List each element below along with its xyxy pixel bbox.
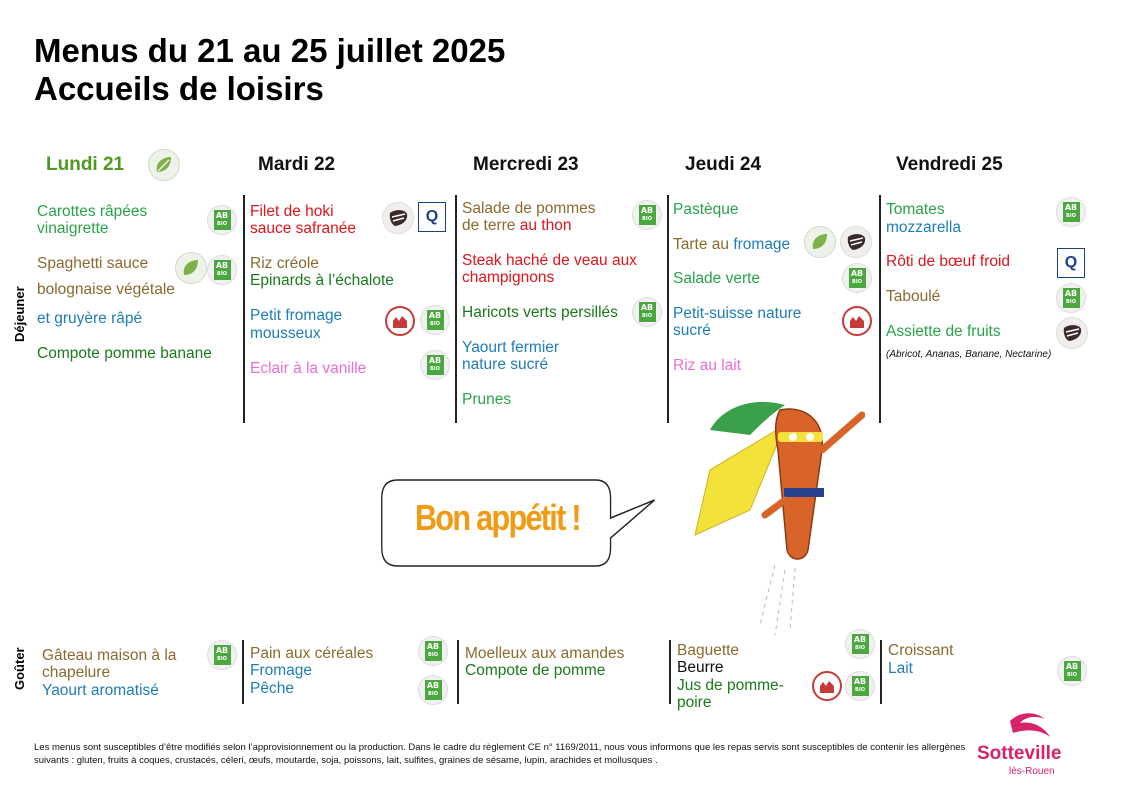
- menu-item: Fromage: [250, 662, 313, 679]
- menu-item: de terre au thon: [462, 217, 572, 234]
- logo-subtitle: lès-Rouen: [1009, 766, 1055, 777]
- menu-item: Steak haché de veau aux: [462, 252, 637, 269]
- day-wednesday: Mercredi 23: [473, 154, 579, 175]
- menu-item: Eclair à la vanille: [250, 360, 367, 377]
- menu-item: Salade de pommes: [462, 200, 596, 217]
- menu-item: Tarte au fromage: [673, 236, 791, 253]
- menu-item: Rôti de bœuf froid: [886, 253, 1011, 270]
- organic-label-icon: AB BIO: [1056, 197, 1086, 227]
- menu-item: Haricots verts persillés: [462, 304, 618, 321]
- organic-label-icon: AB BIO: [207, 640, 237, 670]
- menu-item: Compote pomme banane: [37, 345, 212, 362]
- menu-item: champignons: [462, 269, 555, 286]
- menu-item: Yaourt fermier: [462, 339, 560, 356]
- menu-item: Pêche: [250, 680, 294, 697]
- bon-appetit-text: Bon appétit !: [415, 497, 580, 538]
- menu-item: chapelure: [42, 664, 111, 681]
- organic-label-icon: AB BIO: [845, 629, 875, 659]
- menu-item: Croissant: [888, 642, 954, 659]
- title-line-1: Menus du 21 au 25 juillet 2025: [34, 32, 506, 69]
- superhero-carrot-mascot-icon: [690, 390, 865, 640]
- organic-label-icon: AB BIO: [207, 255, 237, 285]
- day-monday: Lundi 21: [46, 154, 125, 175]
- allergen-disclaimer: Les menus sont susceptibles d’être modifiés selon l’approvisionnement ou la production. Dans le cadre du règlement CE n° 1169/2011, nous vous informons que les repas servis sont susceptibles de contenir les allergènes suivants : gluten, fruits à coques, crustacés, céleri, œufs, moutarde, soja, poissons, lait, sulfites, graines de sésame, lupin, arachides et mollusques .: [34, 742, 966, 766]
- menu-item: sauce safranée: [250, 220, 356, 237]
- day-tuesday: Mardi 22: [258, 154, 336, 175]
- organic-label-icon: AB BIO: [418, 675, 448, 705]
- divider: [457, 640, 459, 704]
- menu-item: Salade verte: [673, 270, 761, 287]
- vegetarian-leaf-icon: [148, 149, 180, 181]
- divider: [669, 640, 671, 704]
- menu-item: Prunes: [462, 391, 512, 408]
- logo-name: Sotteville: [977, 743, 1062, 764]
- menu-item: vinaigrette: [37, 220, 109, 237]
- menu-item: Epinards à l’échalote: [250, 272, 394, 289]
- fruit-list-note: (Abricot, Ananas, Banane, Nectarine): [886, 349, 1052, 360]
- organic-label-icon: AB BIO: [1057, 656, 1087, 686]
- organic-label-icon: AB BIO: [207, 205, 237, 235]
- menu-item: sucré: [673, 322, 711, 339]
- menu-item: Pain aux céréales: [250, 645, 374, 662]
- organic-label-icon: AB BIO: [632, 200, 662, 230]
- organic-label-icon: AB BIO: [420, 305, 450, 335]
- organic-label-icon: AB BIO: [1056, 283, 1086, 313]
- menu-item: Petit fromage: [250, 307, 343, 324]
- section-label-lunch: Déjeuner: [12, 286, 27, 342]
- organic-label-icon: AB BIO: [842, 263, 872, 293]
- local-product-icon: [842, 306, 872, 336]
- section-label-snack: Goûter: [12, 647, 27, 690]
- menu-item: bolognaise végétale: [37, 281, 175, 298]
- menu-item: Tomates: [886, 201, 945, 218]
- menu-item: mousseux: [250, 325, 321, 342]
- vegetarian-leaf-icon: [175, 252, 207, 284]
- menu-item: Taboulé: [886, 288, 941, 305]
- menu-item: Lait: [888, 660, 913, 677]
- menu-item: Carottes râpées: [37, 203, 148, 220]
- menu-item: Baguette: [677, 642, 740, 659]
- menu-item: Compote de pomme: [465, 662, 606, 679]
- divider: [880, 640, 882, 704]
- divider: [667, 195, 669, 423]
- page-title: [34, 32, 505, 108]
- menu-item: Beurre: [677, 659, 724, 676]
- day-thursday: Jeudi 24: [685, 154, 762, 175]
- menu-item: Riz créole: [250, 255, 319, 272]
- menu-item: Spaghetti sauce: [37, 255, 149, 272]
- sotteville-logo-icon: [1005, 711, 1055, 743]
- menu-item: Yaourt aromatisé: [42, 682, 159, 699]
- organic-label-icon: AB BIO: [845, 671, 875, 701]
- divider: [879, 195, 881, 423]
- vegetarian-leaf-icon: [804, 226, 836, 258]
- menu-item: Assiette de fruits: [886, 323, 1001, 340]
- menu-item: Petit-suisse nature: [673, 305, 802, 322]
- french-beef-icon: [382, 202, 414, 234]
- menu-item: Pastèque: [673, 201, 739, 218]
- menu-item: Gâteau maison à la: [42, 647, 177, 664]
- menu-item: nature sucré: [462, 356, 549, 373]
- menu-item: mozzarella: [886, 219, 961, 236]
- organic-label-icon: AB BIO: [632, 297, 662, 327]
- local-product-icon: [812, 671, 842, 701]
- organic-label-icon: AB BIO: [420, 350, 450, 380]
- divider: [455, 195, 457, 423]
- divider: [243, 195, 245, 423]
- menu-item: et gruyère râpé: [37, 310, 143, 327]
- local-product-icon: [385, 306, 415, 336]
- menu-item: Filet de hoki: [250, 203, 334, 220]
- day-friday: Vendredi 25: [896, 154, 1003, 175]
- label-rouge-icon: Q: [1057, 248, 1085, 278]
- menu-item: Jus de pomme-: [677, 677, 784, 694]
- french-beef-icon: [840, 226, 872, 258]
- french-beef-icon: [1056, 317, 1088, 349]
- menu-item: Riz au lait: [673, 357, 742, 374]
- menu-item: Moelleux aux amandes: [465, 645, 625, 662]
- organic-label-icon: AB BIO: [418, 636, 448, 666]
- title-line-2: Accueils de loisirs: [34, 70, 324, 107]
- label-rouge-icon: Q: [418, 202, 446, 232]
- divider: [242, 640, 244, 704]
- menu-item: poire: [677, 694, 712, 711]
